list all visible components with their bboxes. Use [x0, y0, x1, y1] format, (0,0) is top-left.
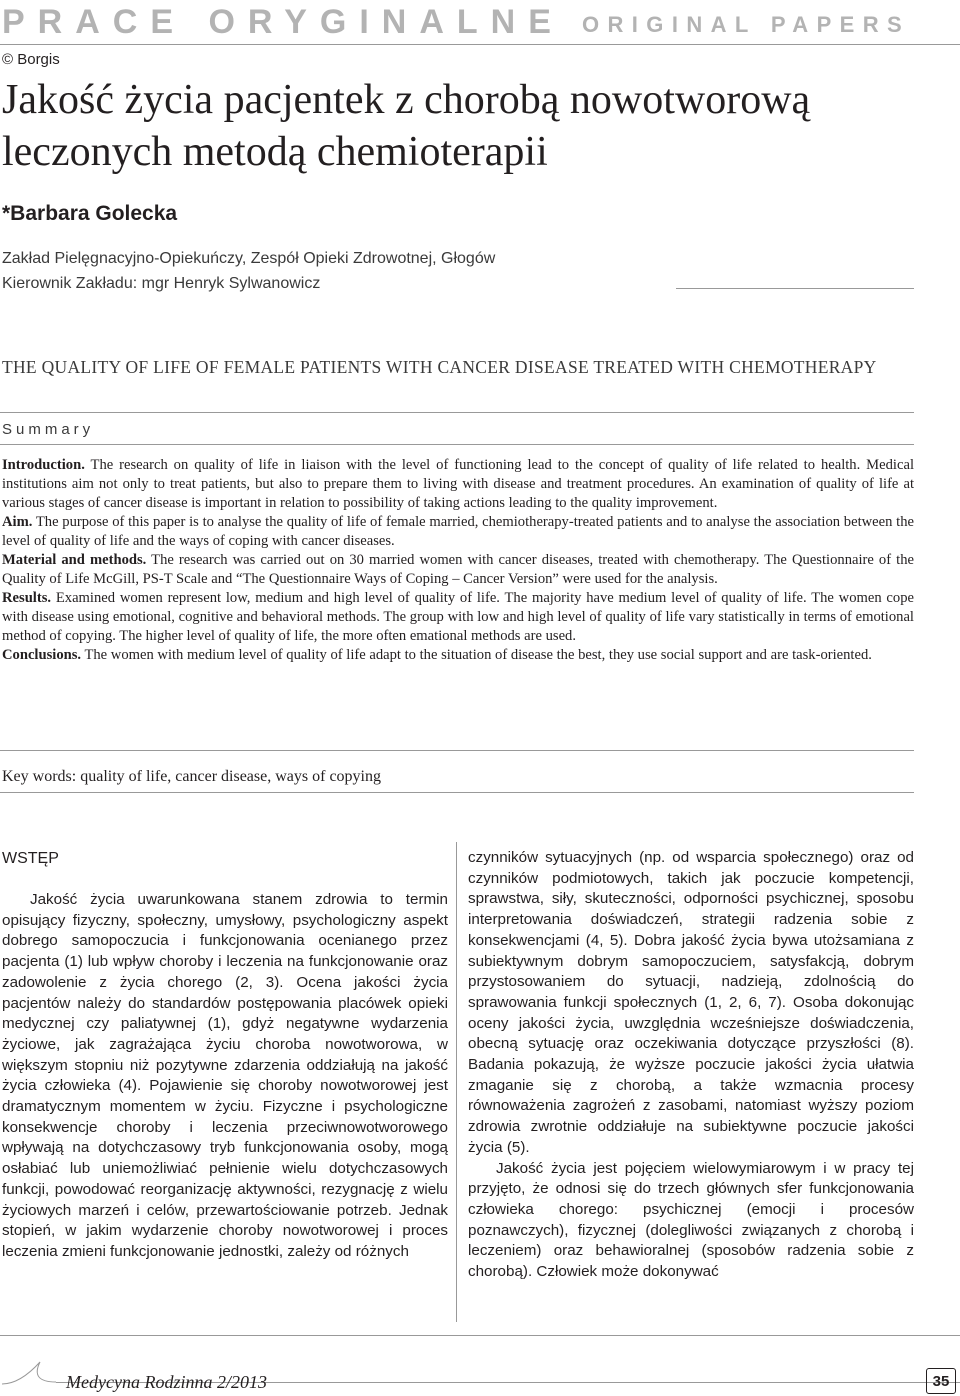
footer-ornament-icon [0, 1356, 70, 1396]
abstract [2, 456, 914, 665]
footer-divider [0, 1335, 960, 1336]
keywords-bottom-divider [0, 792, 914, 793]
body-column-left [2, 848, 448, 1263]
keywords-top-divider [0, 750, 914, 751]
abstract-results [2, 589, 914, 646]
summary-heading: Summary [2, 421, 95, 438]
aim-text: The purpose of this paper is to analyse the quality of life of female married, chemiotherapy-treated patients and to analyse the association between the level of quality of life and the ways of coping with cancer diseases. [2, 514, 914, 549]
introduction-label: Introduction. [2, 457, 85, 473]
publisher-credit: © Borgis [2, 51, 60, 68]
article-title: Jakość życia pacjentek z chorobą nowotworową leczonych metodą chemioterapii [2, 77, 811, 175]
body-paragraph: Jakość życia jest pojęciem wielowymiarowym i w pracy tej przyjęto, że odnosi się do trzech głównych sfer funkcjonowania człowieka chorego: psychicznej (emocji i procesów poznawczych), fizycznej (dolegliwości związanych z chorobą i leczeniem) oraz behawioralnej (sposobów radzenia sobie z chorobą). Człowiek może dokonywać [468, 1159, 914, 1281]
body-paragraph: Jakość życia uwarunkowana stanem zdrowia to termin opisujący fizyczny, społeczny, umysłowy, psychologiczny aspekt dobrego samopoczucia i funkcjonowania ocenianego przez pacjenta (1) lub wpływ choroby i leczenia na funkcjonowanie oraz zadowolenie z życia chorego (2, 3). Ocena jakości życia pacjentów należy do standardów postępowania placówek opieki medycznej czy paliatywnej (1), gdyż negatywne wydarzenia życiowe, jak zagrażająca życiu choroba nowotworowa, w większym stopniu niż pozytywne zdarzenia oddziałują na jakość życia człowieka (4). Pojawienie się choroby nowotworowej jest dramatycznym momentem w życiu. Fizyczne i psychologiczne konsekwencje choroby i leczenia przeciwnowotworowego wpływają na dotychczasowy tryb funkcjonowania osoby, mogą osłabiać lub uniemożliwiać pełnienie wielu dotychczasowych funkcji, powodować reorganizację aktywności, rezygnację z wielu życiowych marzeń i celów, przewartościowanie potrzeb. Jednak stopień, w jakim wydarzenie choroby nowotworowej i proces leczenia zmieni funkcjonowanie jednostki, zależy od różnych [2, 891, 448, 1260]
section-label-pl: PRACE ORYGINALNE [2, 3, 564, 41]
introduction-text: The research on quality of life in liaison with the level of functioning lead to the concept of quality of life related to health. Medical institutions aim not only to treat patients, but also to prepare them to living with disease and treatment procedures. An examination of quality of life at various stages of cancer disease is important in relation to possibility of taking actions leading to the quality improvement. [2, 457, 914, 511]
affiliation [2, 246, 495, 296]
affiliation-divider [676, 288, 914, 289]
results-text: Examined women represent low, medium and high level of quality of life. The majority have medium level of quality of life. The women cope with disease using emotional, cognitive and behavioral methods. The group with low and high level of quality of life vary statistically in terms of emotional method of copying. The higher level of quality of life, the more often emational methods are used. [2, 590, 914, 644]
methods-label: Material and methods. [2, 552, 147, 568]
section-label-en: ORIGINAL PAPERS [582, 12, 911, 37]
conclusions-label: Conclusions. [2, 647, 82, 663]
results-label: Results. [2, 590, 52, 606]
methods-text: The research was carried out on 30 married women with cancer diseases, treated with chemotherapy. The Questionnaire of the Quality of Life McGill, PS-T Scale and “The Questionnaire Ways of Coping – Cancer Version” were used for the analysis. [2, 552, 914, 587]
body-paragraph: czynników sytuacyjnych (np. od wsparcia społecznego) oraz od czynników podmiotowych, takich jak poczucie kompetencji, sprawstwa, siły, skuteczności, odporności psychicznej, sposobu interpretowania doświadczeń, strategii radzenia sobie z konsekwencjami (4, 5). Dobra jakość życia bywa utożsamiana z subiektywnym dobrym samopoczuciem, satysfakcją, dobrym przystosowaniem do sytuacji, nadzieją, zdolnością do sprawowania funkcji społecznych (1, 2, 6, 7). Osoba dokonując oceny jakości życia, uwzględnia wcześniejsze doświadczenia, obecną sytuację oraz oczekiwania dotyczące przyszłości (8). Badania pokazują, że wyższe poczucie jakości życia ułatwia zmaganie się z chorobą, a także wzmacnia procesy równoważenia zagrożeń z zasobami, natomiast wyższy poziom zdrowia zwrotnie oddziałuje na subiektywne poczucie jakości życia (5). [468, 849, 914, 1156]
keywords: Key words: quality of life, cancer disease, ways of copying [2, 768, 381, 785]
abstract-introduction [2, 456, 914, 513]
header-divider [0, 44, 960, 45]
column-divider [456, 842, 457, 1322]
summary-bottom-divider [0, 444, 914, 445]
abstract-methods [2, 551, 914, 589]
affiliation-line-2: Kierownik Zakładu: mgr Henryk Sylwanowicz [2, 275, 321, 292]
page-number: 35 [926, 1368, 956, 1394]
body-column-right [468, 848, 914, 1283]
journal-name: Medycyna Rodzinna 2/2013 [66, 1372, 267, 1392]
summary-top-divider [0, 412, 914, 413]
abstract-aim [2, 513, 914, 551]
affiliation-line-1: Zakład Pielęgnacyjno-Opiekuńczy, Zespół Opieki Zdrowotnej, Głogów [2, 250, 496, 267]
section-heading: WSTĘP [2, 850, 59, 867]
author-name: *Barbara Golecka [2, 202, 178, 225]
conclusions-text: The women with medium level of quality of life adapt to the situation of disease the best, they use social support and are task-oriented. [81, 647, 872, 663]
english-title: THE QUALITY OF LIFE OF FEMALE PATIENTS WITH CANCER DISEASE TREATED WITH CHEMOTHERAPY [2, 357, 877, 377]
aim-label: Aim. [2, 514, 33, 530]
abstract-conclusions [2, 646, 914, 665]
